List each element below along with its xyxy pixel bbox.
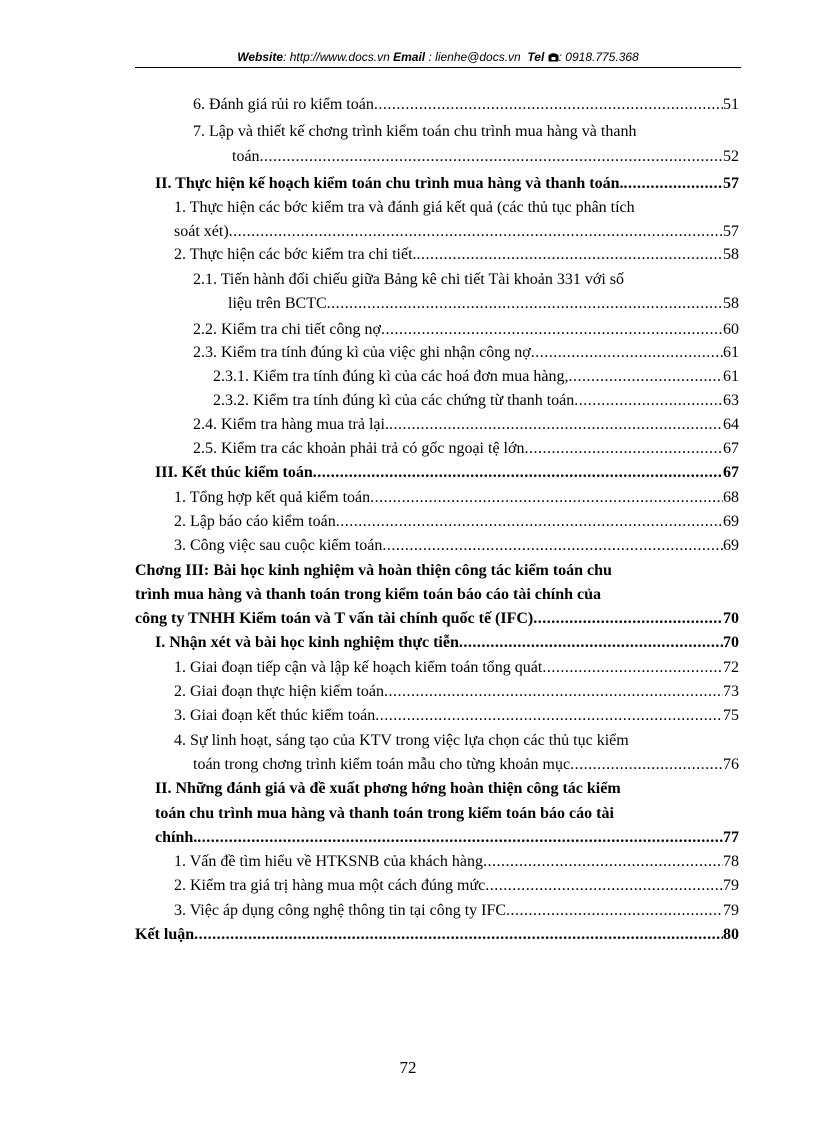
toc-entry: 1. Vấn đề tìm hiểu về HTKSNB của khách hàng ..... 78 — [174, 852, 739, 872]
toc-entry: chính. ..... 77 — [155, 828, 739, 848]
toc-entry: liệu trên BCTC ..... 58 — [228, 294, 739, 314]
toc-entry: 2.1. Tiến hành đối chiếu giữa Bảng kê chi tiết Tài khoản 331 với số — [193, 271, 625, 288]
toc-entry: 2.3.1. Kiểm tra tính đúng kì của các hoá đơn mua hàng, ..... 61 — [213, 367, 739, 387]
header-rule — [135, 67, 741, 68]
toc-entry: toán ..... 52 — [232, 147, 739, 167]
toc-entry: 2. Lập báo cáo kiểm toán ..... 69 — [174, 512, 739, 532]
tel-value: : 0918.775.368 — [558, 50, 639, 64]
website-value: : http://www.docs.vn — [283, 50, 390, 64]
toc-entry: 3. Việc áp dụng công nghệ thông tin tại công ty IFC ..... 79 — [174, 901, 739, 921]
toc-entry: trình mua hàng và thanh toán trong kiểm toán báo cáo tài chính của — [135, 586, 601, 603]
toc-entry: 2.4. Kiểm tra hàng mua trả lại. ..... 64 — [193, 415, 739, 435]
toc-entry: 2.3. Kiểm tra tính đúng kì của việc ghi nhận công nợ ..... 61 — [193, 343, 739, 363]
toc-entry: 7. Lập và thiết kế chơng trình kiểm toán chu trình mua hàng và thanh — [193, 123, 637, 140]
toc-entry: 3. Công việc sau cuộc kiểm toán ..... 69 — [174, 536, 739, 556]
toc-entry: toán chu trình mua hàng và thanh toán trong kiểm toán báo cáo tài — [155, 805, 614, 822]
toc-entry: 1. Giai đoạn tiếp cận và lập kế hoạch kiểm toán tổng quát ..... 72 — [174, 658, 739, 678]
toc-entry: I. Nhận xét và bài học kinh nghiệm thực tiễn ..... 70 — [155, 633, 739, 653]
toc-entry: 2.2. Kiểm tra chi tiết công nợ ..... 60 — [193, 320, 739, 340]
website-label: Website — [237, 50, 284, 64]
toc-entry: Kết luận ..... 80 — [135, 925, 739, 945]
toc-entry: 2.5. Kiểm tra các khoản phải trả có gốc ngoại tệ lớn ..... 67 — [193, 439, 739, 459]
toc-entry: 6. Đánh giá rủi ro kiểm toán ..... 51 — [193, 95, 739, 115]
email-label: Email — [393, 50, 426, 64]
toc-entry: II. Những đánh giá và đề xuất phơng hớng hoàn thiện công tác kiểm — [155, 780, 621, 797]
toc-entry: Chơng III: Bài học kinh nghiệm và hoàn thiện công tác kiểm toán chu — [135, 562, 612, 579]
toc-entry: 2.3.2. Kiểm tra tính đúng kì của các chứng từ thanh toán ..... 63 — [213, 391, 739, 411]
toc-entry: 2. Giai đoạn thực hiện kiểm toán ..... 73 — [174, 682, 739, 702]
toc-entry: III. Kết thúc kiểm toán ..... 67 — [155, 463, 739, 483]
tel-label: Tel — [527, 50, 545, 64]
toc-entry: 2. Kiểm tra giá trị hàng mua một cách đúng mức ..... 79 — [174, 876, 739, 896]
toc-entry: soát xét) ..... 57 — [174, 222, 739, 242]
toc-entry: toán trong chơng trình kiểm toán mẫu cho từng khoản mục ..... 76 — [193, 755, 739, 775]
page-header — [135, 50, 741, 65]
phone-icon — [548, 52, 559, 62]
email-value: : lienhe@docs.vn — [428, 50, 521, 64]
page-number: 72 — [399, 1058, 417, 1077]
toc-entry: 3. Giai đoạn kết thúc kiểm toán ..... 75 — [174, 706, 739, 726]
toc-entry: 4. Sự linh hoạt, sáng tạo của KTV trong việc lựa chọn các thủ tục kiểm — [174, 732, 629, 749]
toc-entry: công ty TNHH Kiểm toán và T vấn tài chính quốc tế (IFC) ..... 70 — [135, 609, 739, 629]
toc-entry: II. Thực hiện kế hoạch kiểm toán chu trình mua hàng và thanh toán. ..... 57 — [155, 174, 739, 194]
toc-entry: 2. Thực hiện các bớc kiểm tra chi tiết. ..... 58 — [174, 245, 739, 265]
toc-entry: 1. Tổng hợp kết quả kiểm toán ..... 68 — [174, 488, 739, 508]
toc-entry: 1. Thực hiện các bớc kiểm tra và đánh giá kết quả (các thủ tục phân tích — [174, 199, 635, 216]
